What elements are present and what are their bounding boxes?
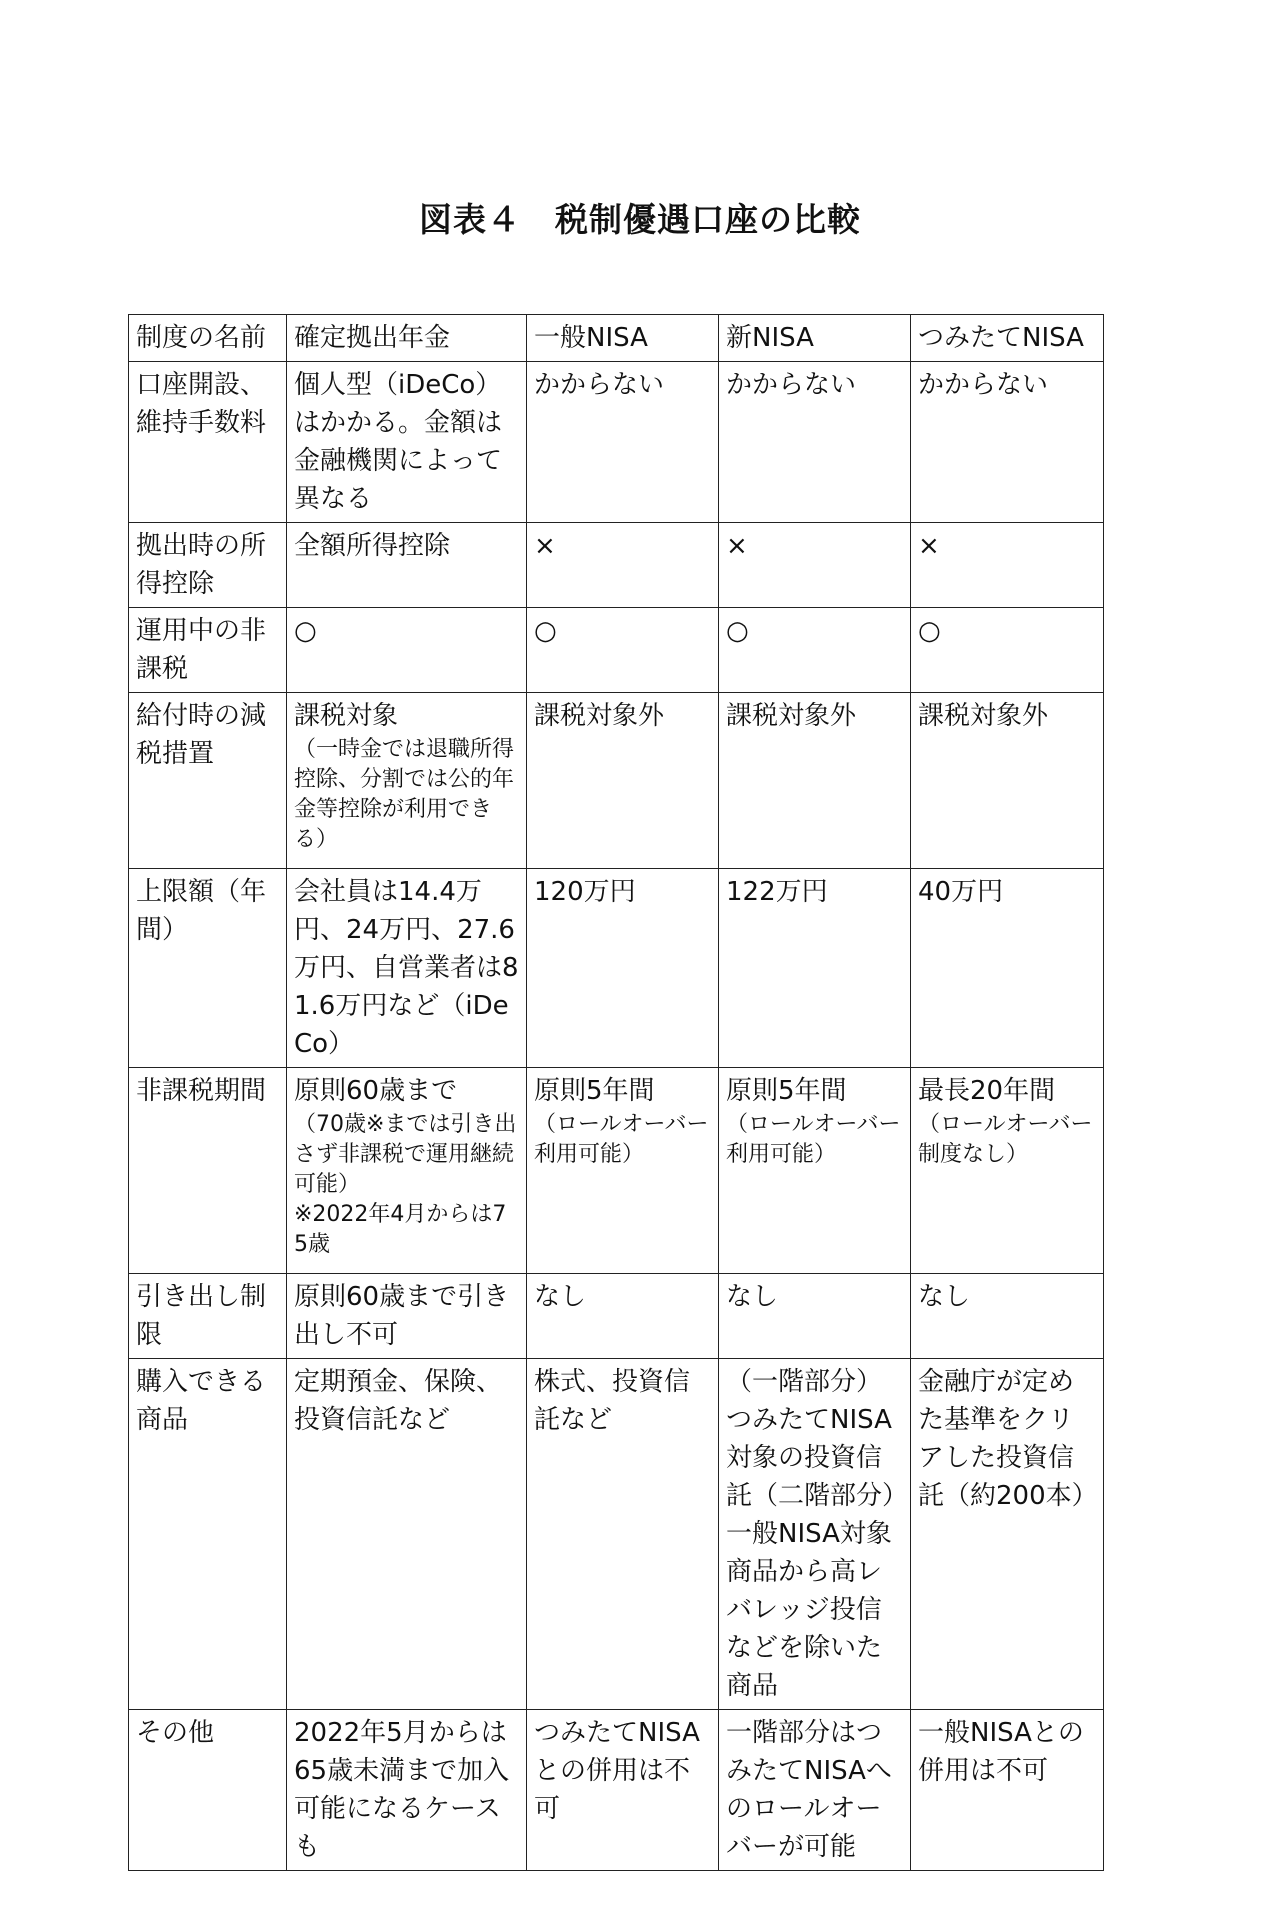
table-cell xyxy=(719,1068,911,1274)
header-cell: 新NISA xyxy=(719,315,911,362)
cell-note-text: （ロールオーバー利用可能） xyxy=(726,1112,901,1167)
table-cell: ○ xyxy=(911,608,1104,693)
table-cell: 定期預金、保険、投資信託など xyxy=(287,1359,527,1710)
cell-note-text: （ロールオーバー利用可能） xyxy=(534,1112,709,1167)
table-cell: 課税対象外 xyxy=(911,693,1104,869)
header-cell: つみたてNISA xyxy=(911,315,1104,362)
table-cell: つみたてNISAとの併用は不可 xyxy=(527,1710,719,1871)
table-cell: 2022年5月からは65歳未満まで加入可能になるケースも xyxy=(287,1710,527,1871)
row-label: その他 xyxy=(129,1710,287,1871)
table-cell: かからない xyxy=(719,362,911,523)
table-row xyxy=(129,693,1104,869)
row-label: 上限額（年間） xyxy=(129,869,287,1068)
comparison-table xyxy=(128,314,1104,1871)
table-cell: 金融庁が定めた基準をクリアした投資信託（約200本） xyxy=(911,1359,1104,1710)
table-cell: 株式、投資信託など xyxy=(527,1359,719,1710)
cell-main-text: 原則5年間 xyxy=(534,1076,655,1106)
table-cell: 原則60歳まで引き出し不可 xyxy=(287,1274,527,1359)
table-cell: なし xyxy=(911,1274,1104,1359)
cell-main-text: 原則60歳まで xyxy=(294,1076,458,1106)
row-label: 購入できる商品 xyxy=(129,1359,287,1710)
cell-main-text: 課税対象 xyxy=(294,701,399,731)
table-row xyxy=(129,1274,1104,1359)
table-cell: × xyxy=(527,523,719,608)
table-cell xyxy=(287,1068,527,1274)
table-cell: （一階部分）つみたてNISA対象の投資信託（二階部分）一般NISA対象商品から高レバレッジ投信などを除いた商品 xyxy=(719,1359,911,1710)
table-cell: 会社員は14.4万円、24万円、27.6万円、自営業者は81.6万円など（iDeCo） xyxy=(287,869,527,1068)
table-cell: 122万円 xyxy=(719,869,911,1068)
cell-footnote-text: ※2022年4月からは75歳 xyxy=(294,1202,507,1257)
table-cell: ○ xyxy=(287,608,527,693)
table-cell: ○ xyxy=(719,608,911,693)
table-cell: 一般NISAとの併用は不可 xyxy=(911,1710,1104,1871)
table-cell xyxy=(527,1068,719,1274)
row-label: 運用中の非課税 xyxy=(129,608,287,693)
table-cell: かからない xyxy=(527,362,719,523)
table-cell: 課税対象外 xyxy=(527,693,719,869)
table-row xyxy=(129,362,1104,523)
table-cell xyxy=(287,693,527,869)
row-label: 給付時の減税措置 xyxy=(129,693,287,869)
page-title: 図表４ 税制優遇口座の比較 xyxy=(419,200,861,239)
table-row xyxy=(129,1359,1104,1710)
cell-note-text: （70歳※までは引き出さず非課税で運用継続可能） xyxy=(294,1112,517,1197)
cell-note-text: （一時金では退職所得控除、分割では公的年金等控除が利用できる） xyxy=(294,737,515,852)
cell-main-text: 原則5年間 xyxy=(726,1076,847,1106)
table-cell: かからない xyxy=(911,362,1104,523)
table-cell: なし xyxy=(719,1274,911,1359)
row-label: 引き出し制限 xyxy=(129,1274,287,1359)
table-row xyxy=(129,869,1104,1068)
table-cell: 個人型（iDeCo）はかかる。金額は金融機関によって異なる xyxy=(287,362,527,523)
table-row xyxy=(129,1710,1104,1871)
table-header-row xyxy=(129,315,1104,362)
table-row xyxy=(129,1068,1104,1274)
table-row xyxy=(129,608,1104,693)
header-cell: 確定拠出年金 xyxy=(287,315,527,362)
table-cell: 課税対象外 xyxy=(719,693,911,869)
header-cell: 制度の名前 xyxy=(129,315,287,362)
table-cell: ○ xyxy=(527,608,719,693)
table-cell: 40万円 xyxy=(911,869,1104,1068)
cell-note-text: （ロールオーバー制度なし） xyxy=(918,1112,1093,1167)
table-cell: なし xyxy=(527,1274,719,1359)
cell-main-text: 最長20年間 xyxy=(918,1076,1056,1106)
header-cell: 一般NISA xyxy=(527,315,719,362)
row-label: 拠出時の所得控除 xyxy=(129,523,287,608)
table-cell xyxy=(911,1068,1104,1274)
table-cell: × xyxy=(911,523,1104,608)
table-cell: 120万円 xyxy=(527,869,719,1068)
table-cell: 一階部分はつみたてNISAへのロールオーバーが可能 xyxy=(719,1710,911,1871)
row-label: 口座開設、維持手数料 xyxy=(129,362,287,523)
table-row xyxy=(129,523,1104,608)
table-cell: × xyxy=(719,523,911,608)
row-label: 非課税期間 xyxy=(129,1068,287,1274)
table-cell: 全額所得控除 xyxy=(287,523,527,608)
